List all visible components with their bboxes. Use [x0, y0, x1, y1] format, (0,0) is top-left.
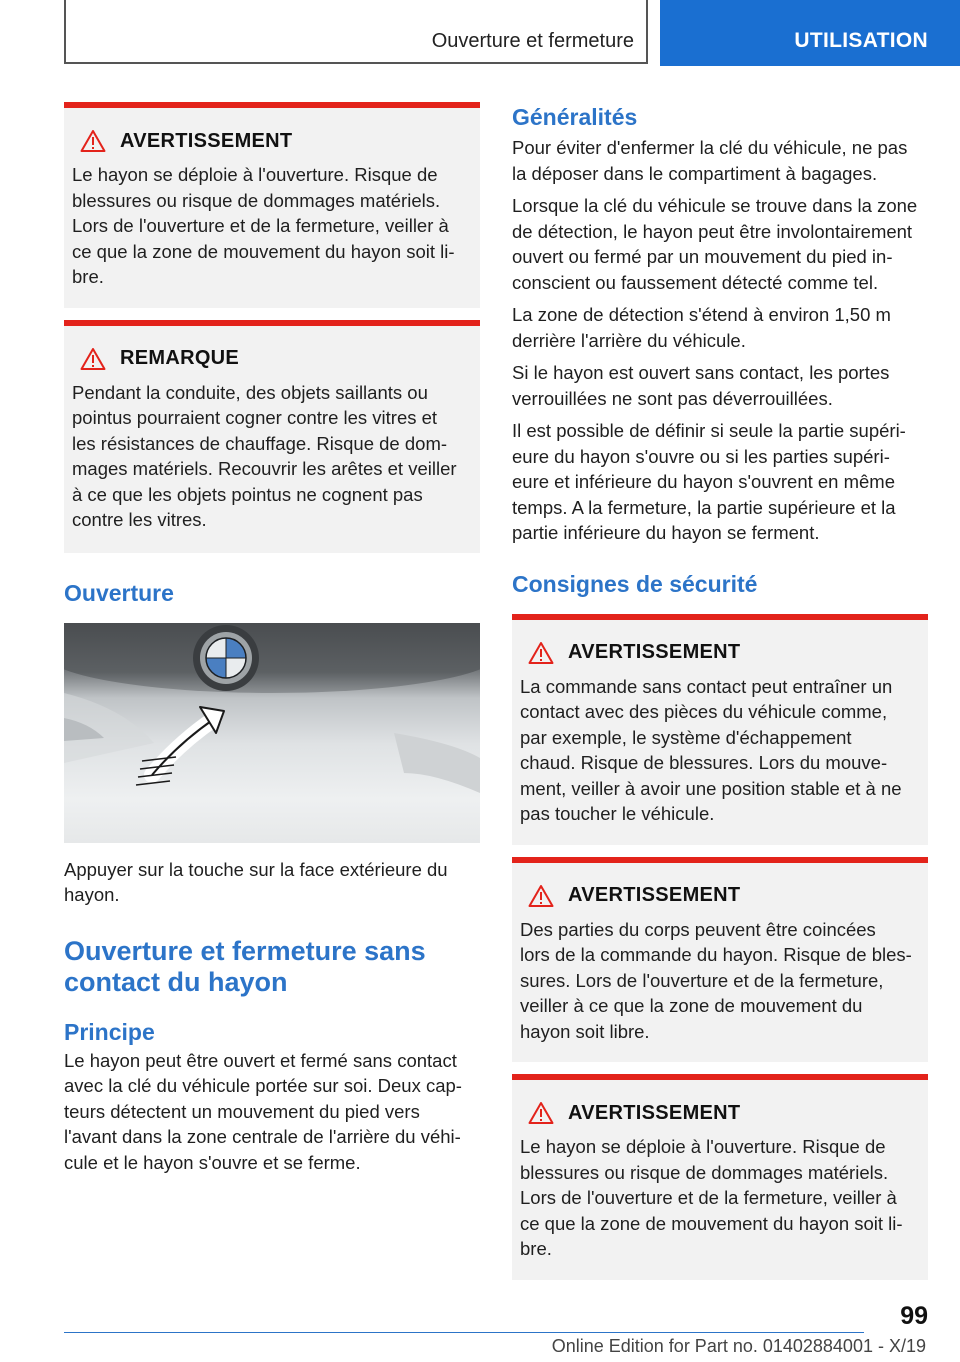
notice-line: pointus pourraient cogner contre les vitres et	[72, 407, 438, 428]
text-line: Appuyer sur la touche sur la face extérieure du	[64, 858, 448, 880]
header-chapter-title: UTILISATION	[794, 29, 928, 52]
warning-triangle-icon	[528, 641, 554, 665]
notice-line: Le hayon se déploie à l'ouverture. Risque de	[72, 164, 438, 185]
heading-generalites: Généralités	[512, 104, 638, 130]
text-line: avec la clé du véhicule portée sur soi. Deux cap-	[64, 1075, 462, 1096]
footer-divider	[64, 1332, 864, 1333]
notice-line: Lors de l'ouverture et de la fermeture, veiller à	[520, 1187, 897, 1208]
notice-line: chaud. Risque de blessures. Lors du mouve-	[520, 752, 888, 773]
notice-body	[72, 162, 472, 290]
warning-triangle-icon	[528, 1101, 554, 1125]
notice-header	[520, 640, 920, 666]
notice-line: ment, veiller à avoir une position stable et à ne	[520, 777, 902, 799]
text-line: l'avant dans la zone centrale de l'arrière du véhi-	[64, 1126, 461, 1147]
notice-body	[520, 917, 920, 1045]
text-line: temps. A la fermeture, la partie supérieure et la	[512, 496, 896, 518]
tailgate-photo	[64, 623, 480, 843]
warning-triangle-icon	[528, 884, 554, 908]
header-section-box	[64, 0, 648, 64]
text-line: conscient ou faussement détecté comme tel.	[512, 271, 879, 293]
notice-line: hayon soit libre.	[520, 1020, 650, 1042]
page-number: 99	[900, 1302, 928, 1330]
heading-consignes: Consignes de sécurité	[512, 570, 758, 597]
text-line: la déposer dans le compartiment à bagages.	[512, 162, 878, 184]
heading-ouverture: Ouverture	[64, 579, 174, 606]
heading-line: contact du hayon	[64, 966, 288, 997]
generalites-paragraph-2	[512, 193, 928, 295]
notice-line: sures. Lors de l'ouverture et de la fermeture,	[520, 969, 884, 991]
left-column	[64, 102, 480, 1175]
notice-line: Pendant la conduite, des objets saillants ou	[72, 381, 428, 403]
notice-line: bre.	[520, 1238, 552, 1259]
notice-header	[72, 346, 472, 372]
notice-line: lors de la commande du hayon. Risque de bles-	[520, 944, 912, 965]
text-line: verrouillées ne sont pas déverrouillées.	[512, 387, 833, 409]
text-line: teurs détectent un mouvement du pied vers	[64, 1100, 420, 1122]
text-line: derrière l'arrière du véhicule.	[512, 329, 746, 351]
text-line: partie inférieure du hayon se ferment.	[512, 522, 820, 543]
notice-title: AVERTISSEMENT	[568, 884, 741, 906]
generalites-paragraph-3	[512, 302, 928, 353]
generalites-paragraph-1	[512, 135, 928, 186]
warning-notice-4	[512, 857, 928, 1063]
warning-notice-3	[512, 614, 928, 845]
text-line: La zone de détection s'étend à environ 1,50 m	[512, 304, 891, 325]
text-line: Il est possible de définir si seule la partie supéri-	[512, 420, 906, 441]
text-line: eure du hayon s'ouvre ou si les parties supéri-	[512, 445, 890, 467]
notice-body	[520, 674, 920, 827]
notice-line: à ce que les objets pointus ne cognent pas	[72, 483, 423, 505]
text-line: eure et inférieure du hayon s'ouvrent en même	[512, 471, 896, 492]
notice-line: Lors de l'ouverture et de la fermeture, veiller à	[72, 215, 449, 236]
text-line: Si le hayon est ouvert sans contact, les portes	[512, 362, 890, 383]
notice-line: contact avec des pièces du véhicule comme,	[520, 701, 888, 722]
notice-line: blessures ou risque de dommages matériels.	[520, 1161, 889, 1183]
notice-line: Le hayon se déploie à l'ouverture. Risque de	[520, 1136, 886, 1157]
notice-body	[72, 380, 472, 533]
notice-line: les résistances de chauffage. Risque de dom-	[72, 432, 448, 454]
notice-line: par exemple, le système d'échappement	[520, 726, 852, 748]
notice-title: REMARQUE	[120, 347, 240, 369]
notice-header	[72, 128, 472, 154]
notice-header	[520, 883, 920, 909]
principe-paragraph	[64, 1048, 480, 1176]
tailgate-illustration	[64, 623, 480, 843]
text-line: hayon.	[64, 884, 120, 905]
heading-principe: Principe	[64, 1018, 155, 1045]
text-line: ouvert ou fermé par un mouvement du pied in-	[512, 246, 893, 267]
notice-title: AVERTISSEMENT	[568, 1101, 741, 1124]
notice-line: Des parties du corps peuvent être coincées	[520, 918, 876, 940]
notice-line: blessures ou risque de dommages matériels.	[72, 189, 441, 211]
notice-line: veiller à ce que la zone de mouvement du	[520, 995, 863, 1016]
heading-sans-contact	[64, 936, 480, 998]
ouverture-paragraph	[64, 857, 480, 908]
generalites-paragraph-5	[512, 418, 928, 546]
text-line: cule et le hayon s'ouvre et se ferme.	[64, 1151, 361, 1173]
remark-notice	[64, 320, 480, 553]
warning-triangle-icon	[80, 129, 106, 153]
notice-line: ce que la zone de mouvement du hayon soit li-	[72, 240, 455, 262]
notice-body	[520, 1134, 920, 1262]
footer-edition: Online Edition for Part no. 01402884001 - X/19	[551, 1336, 926, 1356]
notice-line: bre.	[72, 266, 104, 287]
header-chapter-tab	[660, 0, 960, 66]
right-column	[512, 102, 928, 1280]
warning-notice-1	[64, 102, 480, 308]
heading-line: Ouverture et fermeture sans	[64, 935, 426, 966]
text-line: de détection, le hayon peut être involontairement	[512, 220, 913, 242]
notice-line: mages matériels. Recouvrir les arêtes et veiller	[72, 458, 457, 479]
text-line: Pour éviter d'enfermer la clé du véhicule, ne pas	[512, 137, 908, 158]
notice-header	[520, 1100, 920, 1126]
generalites-paragraph-4	[512, 360, 928, 411]
notice-title: AVERTISSEMENT	[120, 129, 293, 152]
header-section-title: Ouverture et fermeture	[431, 30, 634, 52]
warning-triangle-icon	[80, 347, 106, 371]
notice-line: ce que la zone de mouvement du hayon soit li-	[520, 1212, 903, 1234]
warning-notice-5	[512, 1074, 928, 1280]
notice-line: contre les vitres.	[72, 509, 207, 530]
text-line: Lorsque la clé du véhicule se trouve dans la zone	[512, 195, 918, 216]
notice-title: AVERTISSEMENT	[568, 641, 741, 663]
text-line: Le hayon peut être ouvert et fermé sans contact	[64, 1049, 457, 1071]
notice-line: pas toucher le véhicule.	[520, 803, 715, 824]
notice-line: La commande sans contact peut entraîner un	[520, 675, 893, 697]
